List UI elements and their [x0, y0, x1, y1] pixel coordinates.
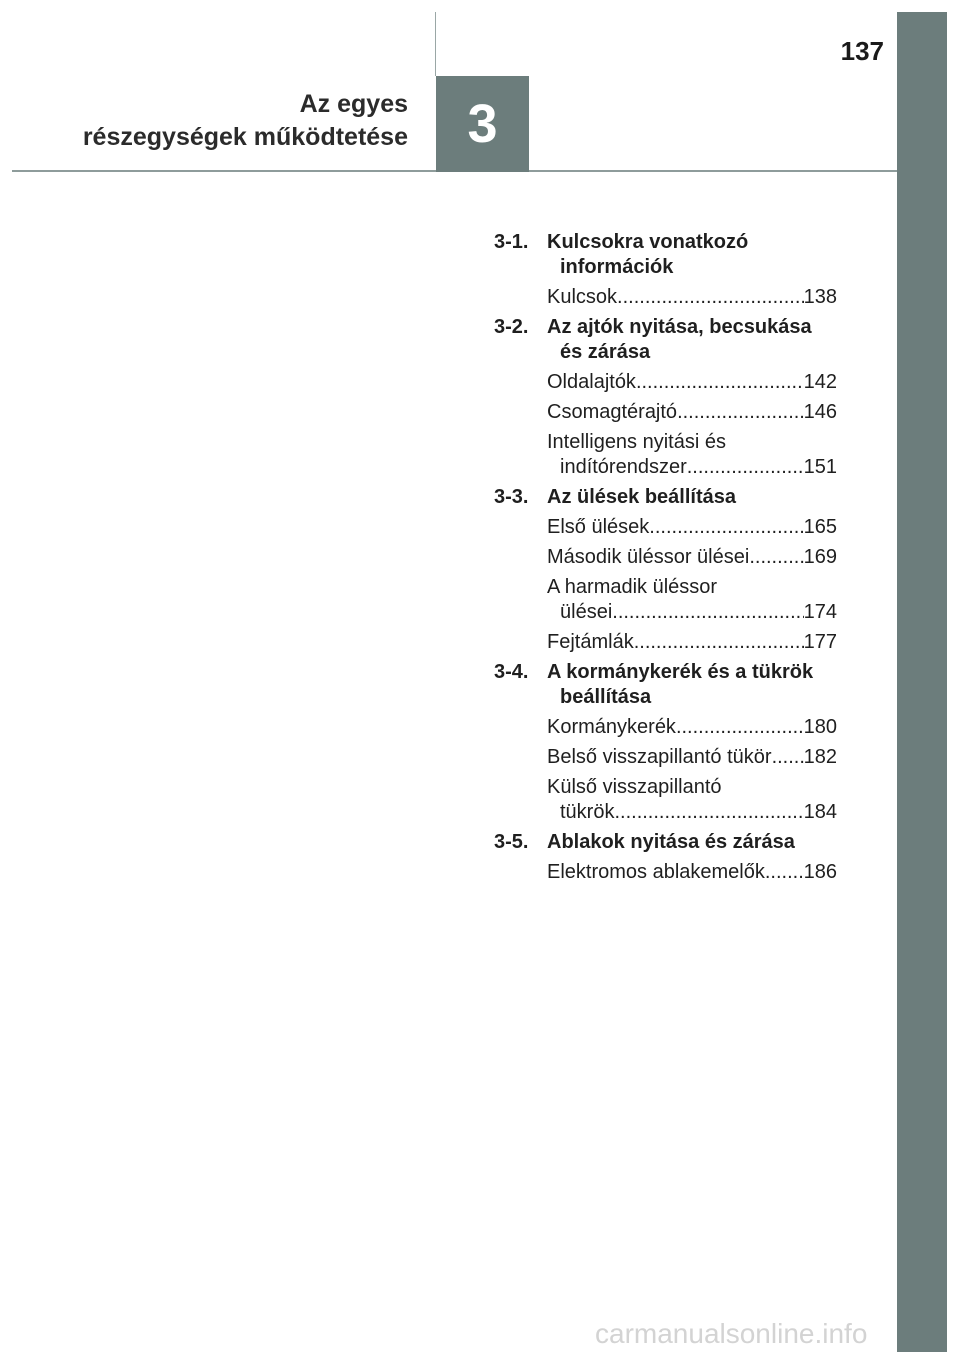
section-title [547, 660, 837, 710]
toc-entry[interactable] [547, 775, 837, 825]
chapter-title-line2: részegységek működtetése [82, 123, 408, 151]
toc-entry[interactable] [547, 515, 837, 540]
leader-dots [634, 630, 804, 655]
section-number: 3-5. [494, 831, 529, 853]
section-heading[interactable] [494, 485, 837, 510]
entry-page: 146 [803, 401, 837, 423]
toc-entry[interactable] [547, 630, 837, 655]
entry-title: Második üléssor ülései [547, 546, 750, 568]
watermark: carmanualsonline.info [595, 1318, 868, 1349]
entry-title: ülései [560, 601, 613, 623]
entry-title: Csomagtérajtó [547, 401, 678, 423]
entry-page: 180 [803, 716, 837, 738]
chapter-title-line1: Az egyes [299, 90, 408, 118]
entry-page: 151 [803, 456, 837, 478]
leader-dots [636, 370, 804, 395]
toc-entry[interactable] [547, 860, 837, 885]
toc-entry[interactable] [547, 575, 837, 625]
section-number: 3-4. [494, 661, 529, 683]
entry-page: 182 [803, 746, 837, 768]
leader-dots [617, 285, 804, 310]
entry-title-first-line: Külső visszapillantó [547, 776, 722, 798]
entry-title: indítórendszer [560, 456, 687, 478]
section-title-line1: Az ajtók nyitása, becsukása [547, 316, 812, 338]
toc-entry[interactable] [547, 745, 837, 770]
leader-dots [612, 600, 803, 625]
entry-title: tükrök [560, 801, 615, 823]
section-heading[interactable] [494, 660, 837, 710]
section-heading[interactable] [494, 230, 837, 280]
entry-page: 138 [803, 286, 837, 308]
section-title-line2: információk [560, 256, 674, 278]
leader-dots [765, 860, 804, 885]
toc-entry[interactable] [547, 285, 837, 310]
table-of-contents [494, 230, 837, 890]
entry-title: Kormánykerék [547, 716, 676, 738]
section-title-line2: és zárása [560, 341, 651, 363]
entry-page: 174 [803, 601, 837, 623]
leader-dots [749, 545, 803, 570]
section-title-line1: Az ülések beállítása [547, 486, 736, 508]
section-heading[interactable] [494, 830, 837, 855]
toc-entry[interactable] [547, 400, 837, 425]
entry-title: Belső visszapillantó tükör [547, 746, 772, 768]
toc-entry[interactable] [547, 370, 837, 395]
leader-dots [676, 715, 804, 740]
toc-section-3-4 [494, 660, 837, 825]
entry-page: 177 [803, 631, 837, 653]
chapter-side-tab [897, 12, 947, 1352]
leader-dots [772, 745, 804, 770]
section-title [547, 230, 837, 280]
section-title-line1: A kormánykerék és a tükrök [547, 661, 814, 683]
section-title-line2: beállítása [560, 686, 652, 708]
section-title-line1: Ablakok nyitása és zárása [547, 831, 795, 853]
chapter-number-box: 3 [436, 76, 529, 172]
entry-page: 169 [803, 546, 837, 568]
section-number: 3-3. [494, 486, 529, 508]
entry-page: 142 [803, 371, 837, 393]
toc-section-3-1 [494, 230, 837, 310]
section-number: 3-1. [494, 231, 529, 253]
entry-page: 186 [803, 861, 837, 883]
entry-page: 165 [803, 516, 837, 538]
entry-title: Fejtámlák [547, 631, 634, 653]
chapter-title [83, 88, 408, 154]
section-title-line1: Kulcsokra vonatkozó [547, 231, 749, 253]
toc-entry[interactable] [547, 545, 837, 570]
section-title [547, 315, 837, 365]
leader-dots [614, 800, 803, 825]
entry-title-first-line: A harmadik üléssor [547, 576, 718, 598]
leader-dots [649, 515, 803, 540]
entry-title: Első ülések [547, 516, 650, 538]
section-number: 3-2. [494, 316, 529, 338]
leader-dots [687, 455, 804, 480]
toc-entry[interactable] [547, 715, 837, 740]
leader-dots [677, 400, 804, 425]
section-heading[interactable] [494, 315, 837, 365]
toc-section-3-5 [494, 830, 837, 885]
page-number: 137 [840, 36, 884, 66]
entry-title: Kulcsok [547, 286, 618, 308]
entry-page: 184 [803, 801, 837, 823]
header-divider-vertical [435, 12, 436, 76]
section-title [547, 830, 837, 855]
entry-title-first-line: Intelligens nyitási és [547, 431, 726, 453]
entry-title: Oldalajtók [547, 371, 636, 393]
entry-title: Elektromos ablakemelők [547, 861, 765, 883]
toc-section-3-3 [494, 485, 837, 655]
toc-entry[interactable] [547, 430, 837, 480]
toc-section-3-2 [494, 315, 837, 480]
section-title [547, 485, 837, 510]
